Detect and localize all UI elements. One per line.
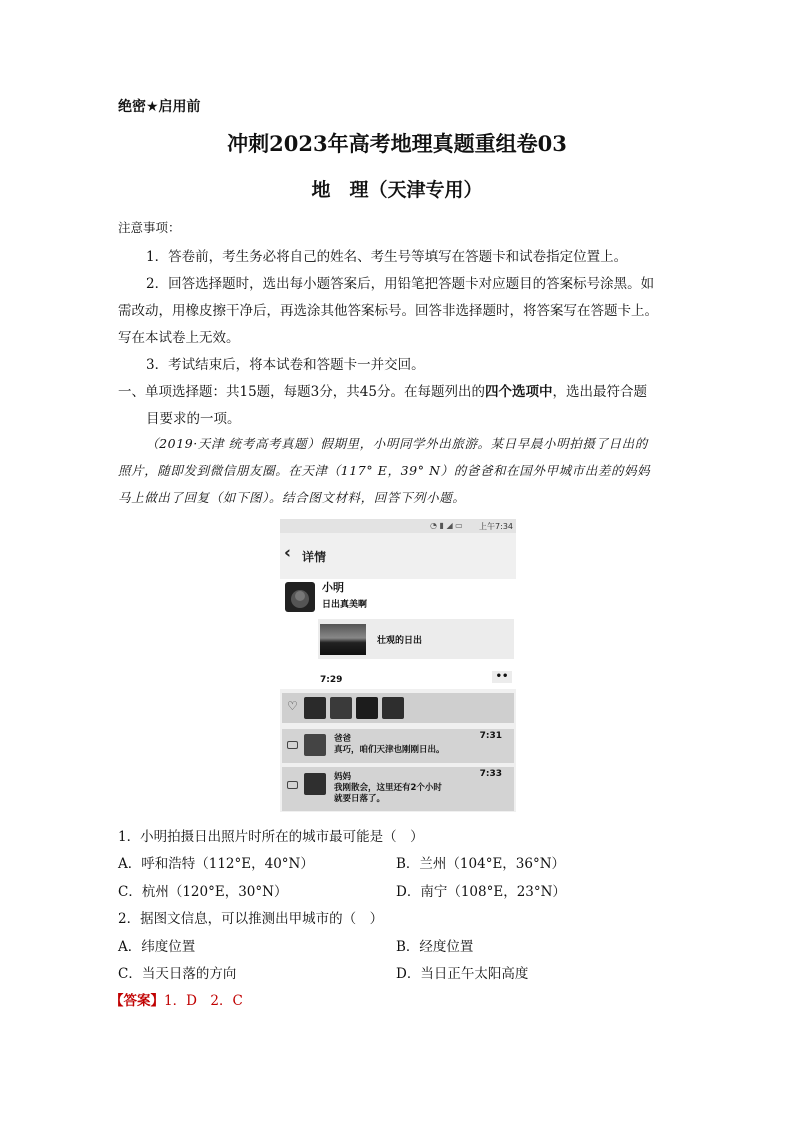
question-1-option-c: C．杭州（120°E，30°N）: [118, 884, 288, 900]
question-1-option-d: D．南宁（108°E，23°N）: [396, 884, 566, 900]
section-heading: 一、单项选择题：共15题，每题3分，共45分。在每题列出的四个选项中，选出最符合题: [118, 384, 647, 400]
answer-tag: 【答案】: [110, 993, 164, 1009]
comment-text: 真巧，咱们天津也刚刚日出。: [334, 745, 445, 755]
question-1-option-b: B．兰州（104°E，36°N）: [396, 856, 566, 872]
post-text: 日出真美啊: [322, 600, 368, 610]
notice-heading: 注意事项：: [118, 220, 181, 235]
wechat-screenshot-figure: [280, 519, 516, 812]
section-heading-cont: 目要求的一项。: [146, 411, 241, 427]
page-title: 冲刺2023年高考地理真题重组卷03: [227, 131, 567, 156]
avatar: [356, 697, 378, 719]
comment-item: [282, 729, 514, 763]
comment-time: 7:31: [479, 731, 502, 741]
comment-text: 我刚散会，这里还有2个小时 就要日落了。: [334, 783, 442, 804]
post-author: 小明: [322, 581, 344, 594]
avatar: [304, 734, 326, 756]
notice-item-2-cont2: 写在本试卷上无效。: [118, 330, 240, 346]
answer-text: 1．D 2．C: [164, 993, 243, 1009]
moment-post: [280, 579, 516, 689]
question-2-option-c: C．当天日落的方向: [118, 966, 237, 982]
status-time: 上午7:34: [479, 522, 513, 531]
passage-line-2: 照片，随即发到微信朋友圈。在天津（117° E，39° N）的爸爸和在国外甲城市出差的妈妈: [118, 463, 651, 478]
question-2-stem: 2．据图文信息，可以推测出甲城市的（ ）: [118, 911, 384, 927]
comment-time: 7:33: [479, 769, 502, 779]
comment-icon: [287, 781, 298, 789]
detail-header: [280, 533, 516, 579]
heart-icon: ♡: [287, 699, 298, 713]
question-2-option-d: D．当日正午太阳高度: [396, 966, 529, 982]
link-title: 壮观的日出: [377, 636, 423, 646]
signal-icon: ◔ ▮ ◢ ▭: [430, 521, 463, 530]
notice-item-3: 3．考试结束后，将本试卷和答题卡一并交回。: [146, 357, 425, 373]
question-2-option-b: B．经度位置: [396, 939, 474, 955]
question-1-stem: 1．小明拍摄日出照片时所在的城市最可能是（ ）: [118, 829, 424, 845]
avatar: [330, 697, 352, 719]
comment-author: 爸爸: [334, 734, 352, 744]
passage-line-3: 马上做出了回复（如下图）。结合图文材料，回答下列小题。: [118, 490, 466, 505]
avatar: [304, 773, 326, 795]
more-icon: ••: [492, 671, 512, 683]
notice-item-2: 2．回答选择题时，选出每小题答案后，用铅笔把答题卡对应题目的答案标号涂黑。如: [146, 276, 655, 292]
comment-icon: [287, 741, 298, 749]
avatar: [285, 582, 315, 612]
post-time: 7:29: [320, 675, 343, 685]
page-subtitle: 地 理（天津专用）: [311, 179, 483, 201]
notice-item-2-cont: 需改动，用橡皮擦干净后，再选涂其他答案标号。回答非选择题时，将答案写在答题卡上。: [118, 303, 658, 319]
back-arrow-icon: ‹: [284, 543, 292, 563]
answer-line: [110, 989, 243, 1009]
detail-title: 详情: [302, 550, 327, 564]
notice-item-1: 1．答卷前，考生务必将自己的姓名、考生号等填写在答题卡和试卷指定位置上。: [146, 249, 628, 265]
sunrise-thumbnail: [320, 624, 366, 655]
avatar: [304, 697, 326, 719]
secret-label: 绝密★启用前: [118, 99, 201, 115]
comment-author: 妈妈: [334, 772, 352, 782]
status-bar: [280, 519, 516, 533]
comment-item: [282, 767, 514, 811]
link-card: [318, 619, 514, 659]
question-2-option-a: A．纬度位置: [118, 939, 196, 955]
avatar: [382, 697, 404, 719]
question-1-option-a: A．呼和浩特（112°E，40°N）: [118, 856, 314, 872]
passage-line-1: （2019·天津 统考高考真题）假期里，小明同学外出旅游。某日早晨小明拍摄了日出的: [146, 436, 648, 451]
likes-bar: [282, 693, 514, 723]
